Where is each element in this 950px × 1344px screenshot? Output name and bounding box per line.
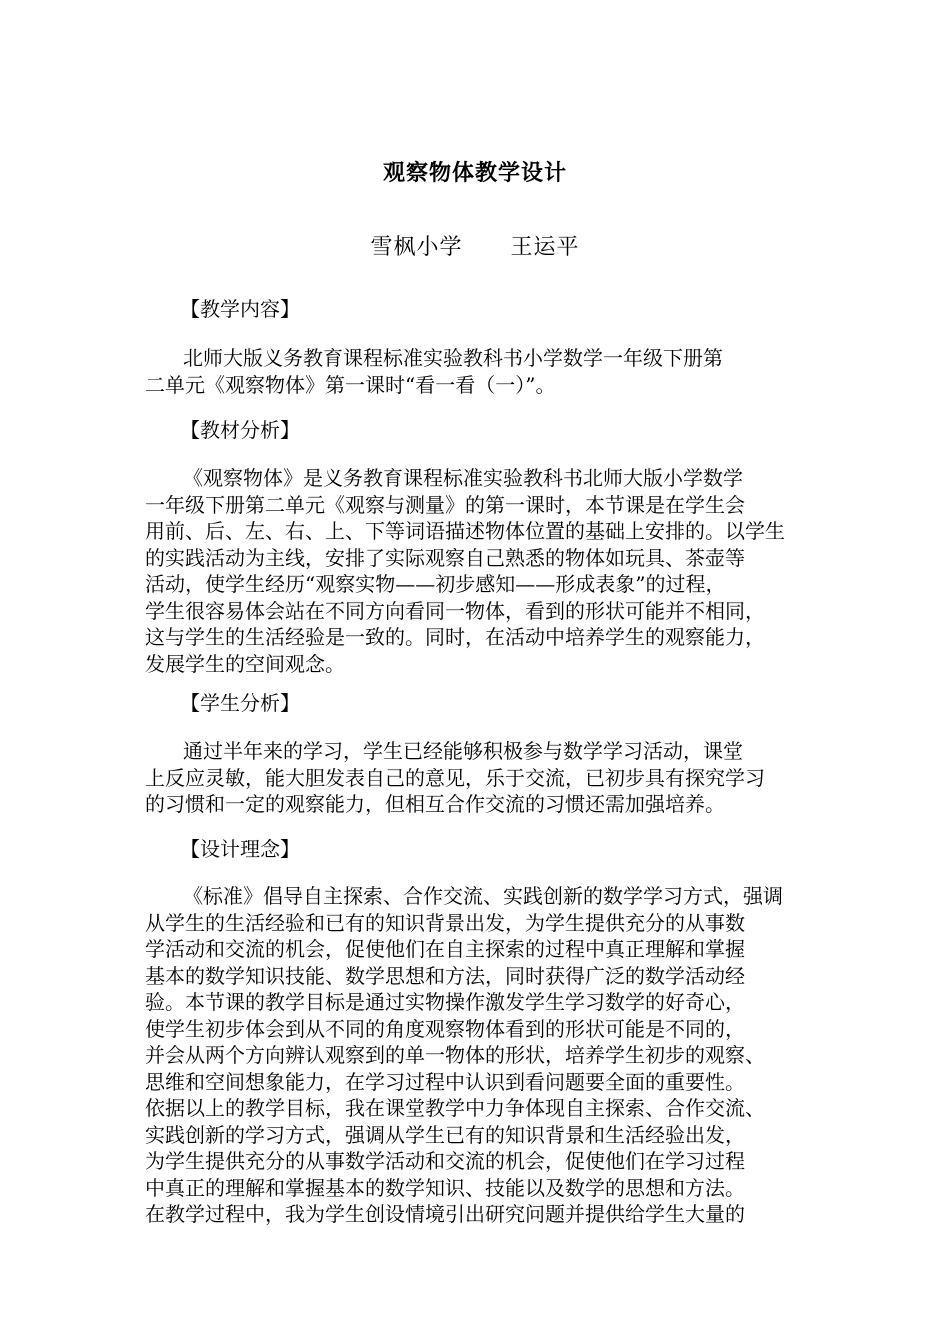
author-line: 雪枫小学 王运平 [370, 235, 580, 260]
text-line: 用前、后、左、右、上、下等词语描述物体位置的基础上安排的。以学生 [145, 519, 785, 543]
text-line: 为学生提供充分的从事数学活动和交流的机会，促使他们在学习过程 [145, 1149, 745, 1173]
section-heading-design-concept: 【设计理念】 [180, 837, 300, 861]
text-line: 从学生的生活经验和已有的知识背景出发，为学生提供充分的从事数 [145, 910, 745, 935]
text-line: 这与学生的生活经验是一致的。同时，在活动中培养学生的观察能力， [145, 625, 765, 649]
text-line: 通过半年来的学习，学生已经能够积极参与数学学习活动，课堂 [183, 739, 743, 763]
text-line: 学活动和交流的机会，促使他们在自主探索的过程中真正理解和掌握 [145, 937, 745, 961]
text-line: 依据以上的教学目标，我在课堂教学中力争体现自主探索、合作交流、 [145, 1096, 765, 1120]
text-line: 北师大版义务教育课程标准实验教科书小学数学一年级下册第 [183, 346, 723, 370]
section-heading-student-analysis: 【学生分析】 [180, 691, 300, 715]
text-line: 中真正的理解和掌握基本的数学知识、技能以及数学的思想和方法。 [145, 1175, 745, 1200]
text-line: 发展学生的空间观念。 [145, 651, 345, 676]
text-line: 并会从两个方向辨认观察到的单一物体的形状，培养学生初步的观察、 [145, 1043, 765, 1067]
text-line: 在教学过程中，我为学生创设情境引出研究问题并提供给学生大量的 [145, 1202, 745, 1226]
text-line: 《标准》倡导自主探索、合作交流、实践创新的数学学习方式，强调 [183, 884, 783, 908]
text-line: 学生很容易体会站在不同方向看同一物体，看到的形状可能并不相同， [145, 598, 765, 623]
text-line: 实践创新的学习方式，强调从学生已有的知识背景和生活经验出发， [145, 1122, 745, 1147]
paragraph-teaching-content [145, 345, 825, 398]
text-line: 二单元《观察物体》第一课时“看一看（一）”。 [145, 372, 556, 397]
paragraph-student-analysis [145, 738, 825, 818]
text-line: 《观察物体》是义务教育课程标准实验教科书北师大版小学数学 [183, 466, 743, 490]
text-line: 一年级下册第二单元《观察与测量》的第一课时，本节课是在学生会 [145, 492, 745, 517]
text-line: 上反应灵敏，能大胆发表自己的意见，乐于交流，已初步具有探究学习 [145, 765, 765, 790]
text-line: 验。本节课的教学目标是通过实物操作激发学生学习数学的好奇心， [145, 990, 745, 1014]
paragraph-material-analysis [145, 465, 825, 677]
document-title: 观察物体教学设计 [382, 160, 567, 186]
section-heading-material-analysis: 【教材分析】 [180, 418, 300, 442]
text-line: 的习惯和一定的观察能力，但相互合作交流的习惯还需加强培养。 [145, 792, 725, 816]
section-heading-teaching-content: 【教学内容】 [180, 297, 300, 321]
text-line: 思维和空间想象能力，在学习过程中认识到看问题要全面的重要性。 [145, 1069, 745, 1094]
text-line: 的实践活动为主线，安排了实际观察自己熟悉的物体如玩具、茶壶等 [145, 545, 745, 570]
text-line: 基本的数学知识技能、数学思想和方法，同时获得广泛的数学活动经 [145, 963, 745, 988]
text-line: 使学生初步体会到从不同的角度观察物体看到的形状可能是不同的， [145, 1016, 745, 1041]
text-line: 活动，使学生经历“观察实物——初步感知——形成表象”的过程， [145, 572, 726, 596]
paragraph-design-concept [145, 883, 825, 1228]
